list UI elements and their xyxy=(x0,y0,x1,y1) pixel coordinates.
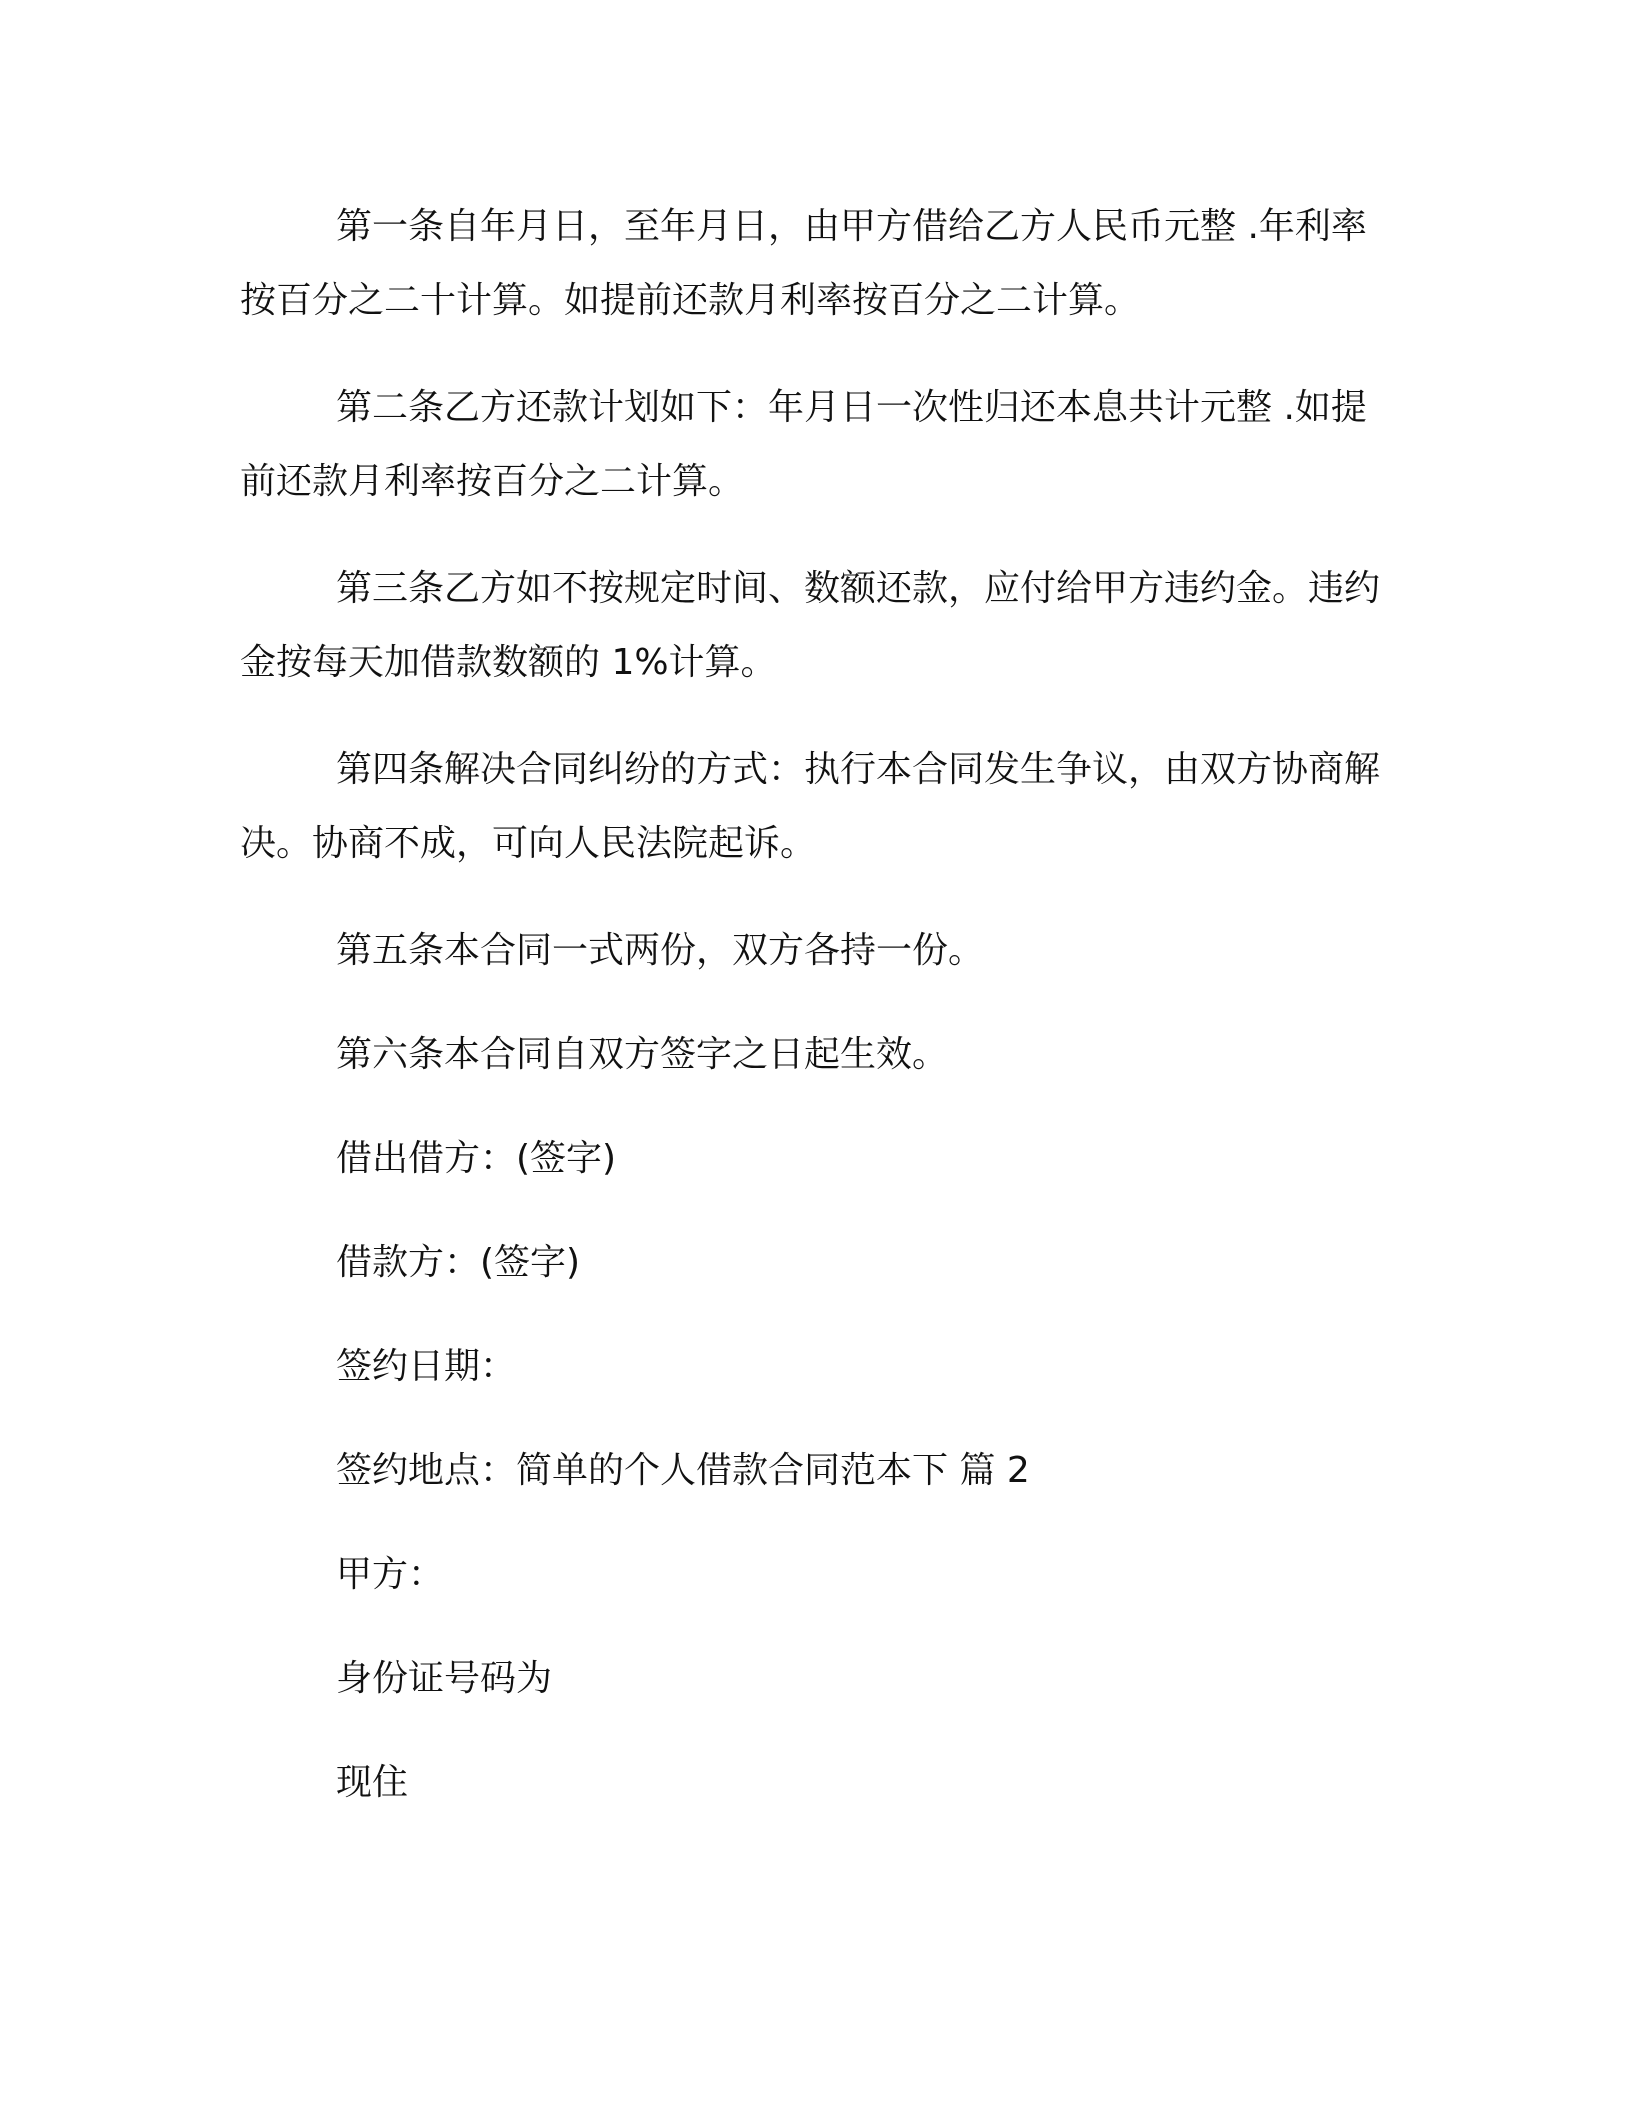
current-address-line: 现住 xyxy=(336,1762,409,1803)
lender-signature-line: 借出借方：(签字) xyxy=(336,1138,617,1179)
article-5: 第五条本合同一式两份，双方各持一份。 xyxy=(336,930,985,971)
article-4: 第四条解决合同纠纷的方式：执行本合同发生争议，由双方协商解决。协商不成，可向人民法院起诉。 xyxy=(240,749,1381,864)
borrower-signature-line: 借款方：(签字) xyxy=(336,1242,581,1283)
article-2: 第二条乙方还款计划如下：年月日一次性归还本息共计元整 .如提前还款月利率按百分之二计算。 xyxy=(240,387,1367,502)
signing-date-line: 签约日期： xyxy=(336,1346,517,1387)
document-body xyxy=(240,190,1390,1850)
article-1: 第一条自年月日，至年月日，由甲方借给乙方人民币元整 .年利率按百分之二十计算。如提前还款月利率按百分之二计算。 xyxy=(240,206,1367,321)
party-a-line: 甲方： xyxy=(336,1554,445,1595)
article-3: 第三条乙方如不按规定时间、数额还款，应付给甲方违约金。违约金按每天加借款数额的 1%计算。 xyxy=(240,568,1381,683)
signing-place-line: 签约地点：简单的个人借款合同范本下 篇 2 xyxy=(336,1450,1030,1491)
article-6: 第六条本合同自双方签字之日起生效。 xyxy=(336,1034,949,1075)
id-number-line: 身份证号码为 xyxy=(336,1658,553,1699)
